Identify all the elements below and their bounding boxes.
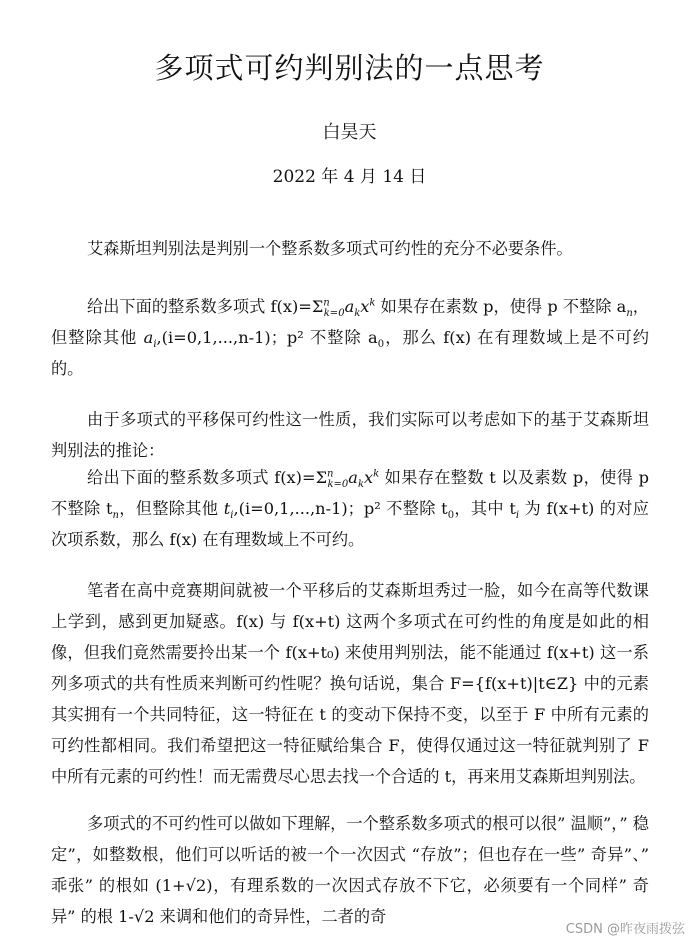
paragraph-5-text: 笔者在高中竞赛期间就被一个平移后的艾森斯坦秀过一脸，如今在高等代数课上学到，感到更加疑惑。f(x) 与 f(x+t) 这两个多项式在可约性的角度是如此的相像，但我们竟然需要拎出某一个 f(x+t₀) 来使用判别法，能不能通过 f(x+t) 这一系列多项式的共有性质来判断可约性呢？换句话说，集合 F={f(x+t)|t∈Z} 中的元素其实拥有一个共同特征，这一特征在 t 的变动下保持不变，以至于 F 中所有元素的可约性都相同。我们希望把这一特征赋给集合 F，使得仅通过这一特征就判别了 F 中所有元素的可约性！而无需费尽心思去找一个合适的 t，再来用艾森斯坦判别法。 — [51, 581, 649, 786]
text-span: ，但整除其他 — [51, 297, 649, 347]
paper-title: 多项式可约判别法的一点思考 — [154, 51, 545, 85]
coef-sub: k — [357, 479, 364, 491]
sum-lower: k=0 — [327, 479, 349, 491]
text-span: 如果存在素数 p，使得 p 不整除 a — [375, 297, 627, 316]
text-span: 为 f(x+t) 的对应次项系数，那么 f(x) 在有理数域上不可约。 — [51, 499, 649, 549]
paragraph-1 — [51, 233, 649, 264]
sum-symbol: Σ — [315, 468, 328, 487]
sum-upper: n — [323, 297, 330, 309]
paragraph-4 — [51, 462, 649, 555]
ti-sub: i — [230, 510, 234, 522]
sqrt-two: √2 — [133, 907, 155, 926]
coef-sub: k — [354, 308, 361, 320]
ti-var: t — [223, 499, 231, 518]
text-span: ，那么 f(x) 在有理数域上是不可约的。 — [51, 328, 649, 378]
sum-symbol: Σ — [311, 297, 324, 316]
a0-sub: 0 — [377, 339, 385, 351]
text-span: ,(i=0,1,...,n-1)；p² 不整除 t — [233, 499, 448, 518]
summation-formula — [311, 297, 376, 320]
tn-sub: n — [112, 510, 119, 522]
text-span: 来调和他们的奇异性，二者的奇 — [154, 907, 387, 926]
sum-lower: k=0 — [323, 308, 345, 320]
text-span: )，有理系数的一次因式存放不下它，必须要有一个同样” 奇异” 的根 1- — [51, 876, 649, 926]
text-span: ,(i=0,1,...,n-1)；p² 不整除 a — [156, 328, 378, 347]
text-span: 多项式的不可约性可以做如下理解，一个整系数多项式的根可以很” 温顺”，” 稳定”，如整数根，他们可以听话的被一个一次因式 “存放”；但也存在一些” 奇异”、” 乖张” 的根如 (1+ — [51, 814, 649, 895]
paragraph-5 — [51, 575, 649, 792]
text-span: 给出下面的整系数多项式 f(x)= — [87, 468, 316, 487]
text-span: 如果存在整数 t 以及素数 p，使得 p 不整除 t — [51, 468, 649, 518]
text-span: ，其中 t — [454, 499, 516, 518]
paragraph-2 — [51, 291, 649, 384]
csdn-watermark: CSDN @昨夜雨拨弦 — [565, 922, 685, 937]
ai-sub: i — [153, 339, 157, 351]
text-span: ，但整除其他 — [118, 499, 224, 518]
text-span: 给出下面的整系数多项式 f(x)= — [87, 297, 312, 316]
sum-upper: n — [327, 468, 334, 480]
paper-author: 白昊天 — [322, 122, 377, 143]
paragraph-2-text — [51, 291, 649, 384]
var-x: x — [364, 468, 374, 487]
paragraph-4-text — [51, 462, 649, 555]
var-x: x — [360, 297, 370, 316]
ai-var: a — [143, 328, 154, 347]
var-exp: k — [373, 468, 380, 480]
paragraph-3-text: 由于多项式的平移保可约性这一性质，我们实际可以考虑如下的基于艾森斯坦判别法的推论： — [51, 410, 649, 460]
paper-date: 2022 年 4 月 14 日 — [272, 167, 427, 187]
paragraph-1-text: 艾森斯坦判别法是判别一个整系数多项式可约性的充分不必要条件。 — [87, 239, 573, 258]
coef-a: a — [348, 468, 358, 487]
paragraph-3 — [51, 404, 649, 466]
coef-a: a — [344, 297, 355, 316]
sqrt-two: √2 — [185, 876, 207, 895]
var-exp: k — [369, 297, 376, 309]
summation-formula — [315, 468, 380, 491]
paragraph-6 — [51, 808, 649, 932]
ti-coef-sub: i — [515, 510, 520, 522]
an-sub: n — [626, 308, 633, 320]
t0-sub: 0 — [447, 510, 455, 522]
paragraph-6-text — [51, 808, 649, 932]
